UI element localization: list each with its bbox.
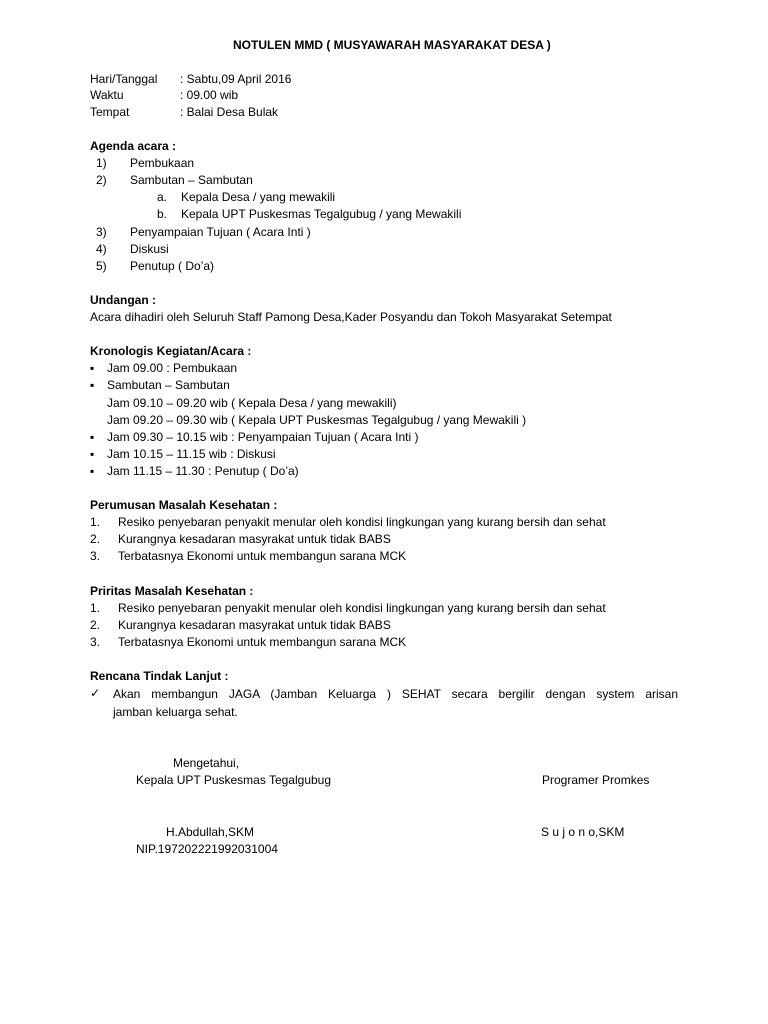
bullet-icon: ▪: [90, 361, 95, 375]
perumusan-item-number: 2.: [90, 532, 101, 546]
right-signatory-title: Programer Promkes: [542, 773, 650, 787]
bullet-icon: ▪: [90, 378, 95, 392]
agenda-item-text: Sambutan – Sambutan: [130, 173, 253, 187]
left-signatory-name: H.Abdullah,SKM: [166, 825, 255, 839]
prioritas-item-text: Terbatasnya Ekonomi untuk membangun sarana MCK: [118, 635, 407, 649]
right-signatory-name: S u j o n o,SKM: [541, 825, 625, 839]
perumusan-item-text: Kurangnya kesadaran masyrakat untuk tidak BABS: [118, 532, 391, 546]
mengetahui-label: Mengetahui,: [173, 756, 240, 770]
perumusan-item-text: Resiko penyebaran penyakit menular oleh kondisi lingkungan yang kurang bersih dan sehat: [118, 515, 606, 529]
kronologis-subitem: Jam 09.20 – 09.30 wib ( Kepala UPT Puskesmas Tegalgubug / yang Mewakili ): [107, 413, 527, 427]
kronologis-item: Jam 09.00 : Pembukaan: [107, 361, 238, 375]
bullet-icon: ▪: [90, 464, 95, 478]
kronologis-item: Jam 11.15 – 11.30 : Penutup ( Do’a): [107, 464, 299, 478]
agenda-heading: Agenda acara :: [90, 139, 177, 153]
bullet-icon: ▪: [90, 447, 95, 461]
prioritas-item-number: 2.: [90, 618, 101, 632]
prioritas-item-text: Resiko penyebaran penyakit menular oleh kondisi lingkungan yang kurang bersih dan sehat: [118, 601, 606, 615]
info-value-time: : 09.00 wib: [180, 88, 239, 102]
agenda-subitem-text: Kepala UPT Puskesmas Tegalgubug / yang Mewakili: [181, 207, 462, 221]
bullet-icon: ▪: [90, 430, 95, 444]
kronologis-heading: Kronologis Kegiatan/Acara :: [90, 344, 252, 358]
rencana-heading: Rencana Tindak Lanjut :: [90, 669, 229, 683]
prioritas-item-text: Kurangnya kesadaran masyrakat untuk tidak BABS: [118, 618, 391, 632]
agenda-item-number: 3): [96, 225, 107, 239]
agenda-item-number: 5): [96, 259, 107, 273]
info-value-date: : Sabtu,09 April 2016: [180, 72, 292, 86]
left-signatory-nip: NIP.197202221992031004: [136, 842, 278, 856]
info-value-place: : Balai Desa Bulak: [180, 105, 279, 119]
info-label-place: Tempat: [90, 105, 130, 119]
rencana-text-line1: Akan membangun JAGA (Jamban Keluarga ) SEHAT secara bergilir dengan system arisan: [113, 687, 678, 701]
undangan-heading: Undangan :: [90, 293, 156, 307]
perumusan-item-number: 1.: [90, 515, 101, 529]
rencana-text-line2: jamban keluarga sehat.: [113, 705, 238, 719]
agenda-item-text: Penutup ( Do’a): [130, 259, 215, 273]
agenda-item-number: 4): [96, 242, 107, 256]
left-signatory-title: Kepala UPT Puskesmas Tegalgubug: [136, 773, 332, 787]
agenda-item-number: 2): [96, 173, 107, 187]
check-icon: ✓: [90, 686, 101, 700]
kronologis-subitem: Jam 09.10 – 09.20 wib ( Kepala Desa / yang mewakili): [107, 396, 397, 410]
agenda-item-text: Diskusi: [130, 242, 169, 256]
document-title: NOTULEN MMD ( MUSYAWARAH MASYARAKAT DESA ): [233, 38, 551, 52]
agenda-item-text: Pembukaan: [130, 156, 195, 170]
perumusan-item-text: Terbatasnya Ekonomi untuk membangun sarana MCK: [118, 549, 407, 563]
info-label-time: Waktu: [90, 88, 124, 102]
prioritas-item-number: 1.: [90, 601, 101, 615]
perumusan-heading: Perumusan Masalah Kesehatan :: [90, 498, 278, 512]
agenda-subitem-text: Kepala Desa / yang mewakili: [181, 190, 336, 204]
perumusan-item-number: 3.: [90, 549, 101, 563]
agenda-subitem-letter: b.: [157, 207, 168, 221]
undangan-text: Acara dihadiri oleh Seluruh Staff Pamong Desa,Kader Posyandu dan Tokoh Masyarakat Setempat: [90, 310, 612, 324]
kronologis-item: Jam 10.15 – 11.15 wib : Diskusi: [107, 447, 276, 461]
agenda-subitem-letter: a.: [157, 190, 168, 204]
kronologis-item: Sambutan – Sambutan: [107, 378, 230, 392]
kronologis-item: Jam 09.30 – 10.15 wib : Penyampaian Tujuan ( Acara Inti ): [107, 430, 419, 444]
prioritas-heading: Priritas Masalah Kesehatan :: [90, 584, 254, 598]
agenda-item-number: 1): [96, 156, 107, 170]
agenda-item-text: Penyampaian Tujuan ( Acara Inti ): [130, 225, 311, 239]
prioritas-item-number: 3.: [90, 635, 101, 649]
info-label-date: Hari/Tanggal: [90, 72, 158, 86]
